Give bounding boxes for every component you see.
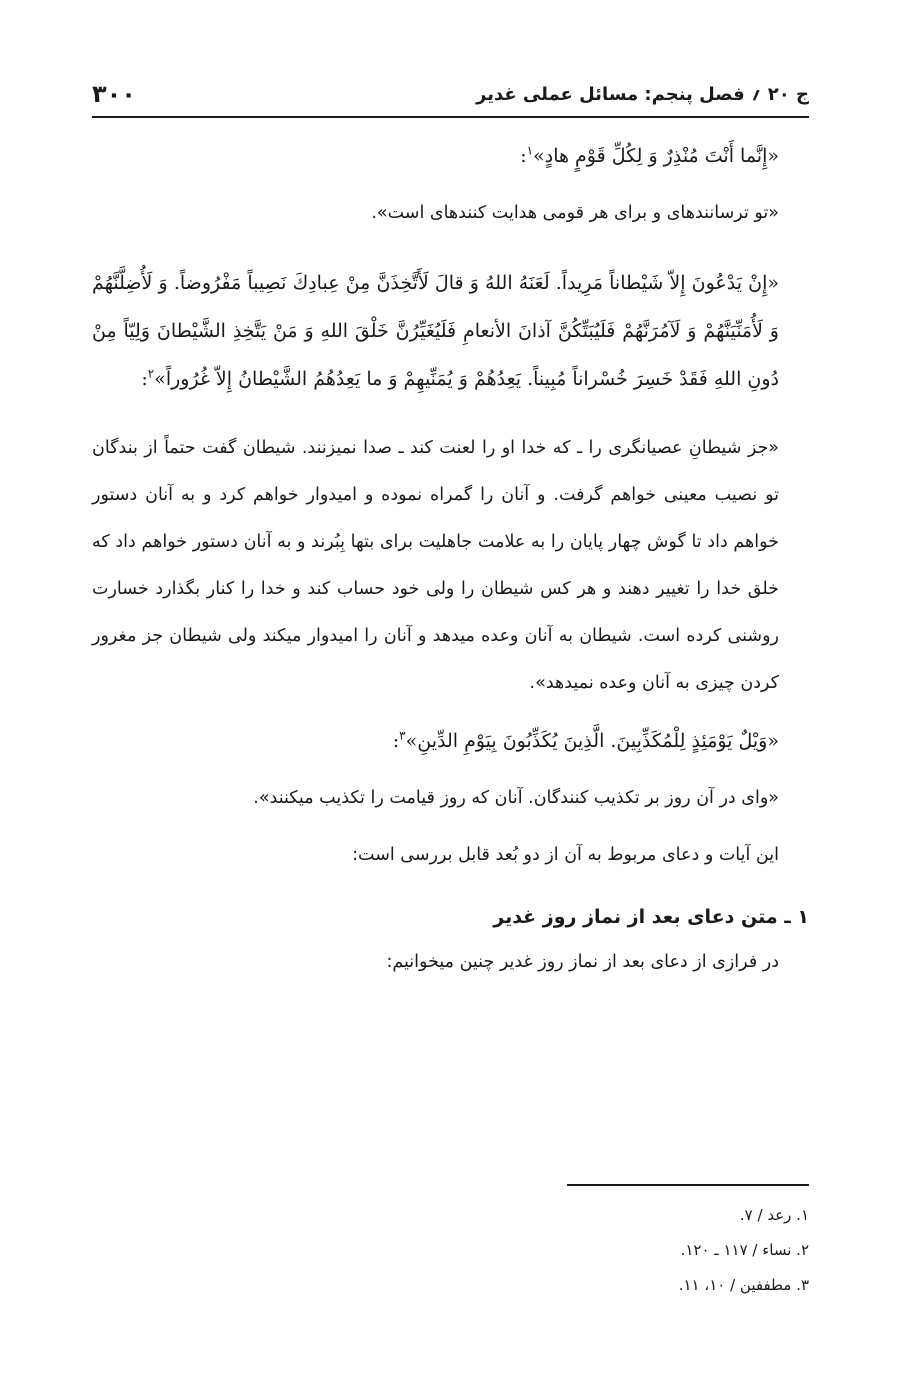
verse-1-text: «إِنَّما أَنْتَ مُنْذِرٌ وَ لِكُلِّ قَوْمٍ هادٍ» [533, 145, 779, 167]
quran-verse-3 [92, 717, 809, 765]
verse-2-end: : [141, 368, 148, 390]
verse-1-end: : [520, 145, 527, 167]
section-intro: در فرازی از دعای بعد از نماز روز غدیر چنین میخوانیم: [386, 952, 779, 972]
page-header [92, 72, 809, 118]
summary-paragraph: این آیات و دعای مربوط به آن از دو بُعد قابل بررسی است: [352, 845, 779, 865]
verse-3-translation: «وای در آن روز بر تکذیب کنندگان. آنان که روز قیامت را تکذیب میکنند». [253, 788, 779, 808]
footnote-ref-2: ۲ [147, 366, 155, 381]
verse-3-text: «وَيْلٌ يَوْمَئِذٍ لِلْمُكَذِّبِينَ. الَّذِينَ يُكَذِّبُونَ بِيَوْمِ الدِّينِ» [405, 730, 779, 752]
footnotes [92, 1198, 809, 1303]
quran-verse-2 [92, 259, 809, 403]
page-body [92, 132, 809, 986]
section-heading: ۱ ـ متن دعای بعد از نماز روز غدیر [493, 906, 809, 928]
footnote-3: ۳. مطففین / ۱۰، ۱۱. [678, 1276, 809, 1294]
verse-3-end: : [392, 730, 400, 752]
verse-2-text: «إِنْ يَدْعُونَ إِلاّ شَيْطاناً مَرِيداً. لَعَنَهُ اللهُ وَ قالَ لَأَتَّخِذَنَّ مِنْ عِبادِكَ نَصِيباً مَفْرُوضاً. وَ لَأُضِلَّنَّهُمْ وَ لَأُمَنِّيَنَّهُمْ وَ لَآمُرَنَّهُمْ فَلَيُبَتِّكُنَّ آذانَ الأنعامِ فَلَيُغَيِّرُنَّ خَلْقَ اللهِ وَ مَنْ يَتَّخِذِ الشَّيْطانَ وَلِيّاً مِنْ دُونِ اللهِ فَقَدْ خَسِرَ خُسْراناً مُبِيناً. يَعِدُهُمْ وَ يُمَنِّيهِمْ وَ ما يَعِدُهُمُ الشَّيْطانُ إِلاّ غُرُوراً» [92, 272, 779, 390]
footnote-ref-3: ۳ [399, 728, 406, 743]
verse-2-translation: «جز شیطانِ عصیانگری را ـ که خدا او را لعنت کند ـ صدا نمیزنند. شیطان گفت حتماً از بندگان تو نصیب معینی خواهم گرفت. و آنان را گمراه نموده و امیدوار خواهم کرد و به آنان دستور خواهم داد تا گوش چهار پایان را به علامت جاهلیت برای بتها بِبُرند و به آنان دستور خواهم داد که خلق خدا را تغییر دهند و هر کس شیطان را ولی خود حساب کند و خدا را کنار بگذارد خسارت روشنی کرده است. شیطان به آنان وعده میدهد و آنان را امیدوار میکند ولی شیطان جز مغرور کردن چیزی به آنان وعده نمیدهد». [92, 438, 779, 693]
quran-verse-1 [92, 132, 809, 180]
footnote-ref-1: ۱ [526, 143, 534, 158]
footnote-divider [567, 1184, 809, 1186]
page-number: ۳۰۰ [92, 80, 136, 108]
book-page [92, 0, 809, 1390]
footnote-1: ۱. رعد / ۷. [739, 1206, 809, 1224]
footnote-2: ۲. نساء / ۱۱۷ ـ ۱۲۰. [680, 1241, 809, 1259]
verse-1-translation: «تو ترسانندهای و برای هر قومی هدایت کنندهای است». [371, 203, 779, 223]
running-title: ج ۲۰ ؍ فصل پنجم: مسائل عملی غدیر [476, 83, 809, 105]
